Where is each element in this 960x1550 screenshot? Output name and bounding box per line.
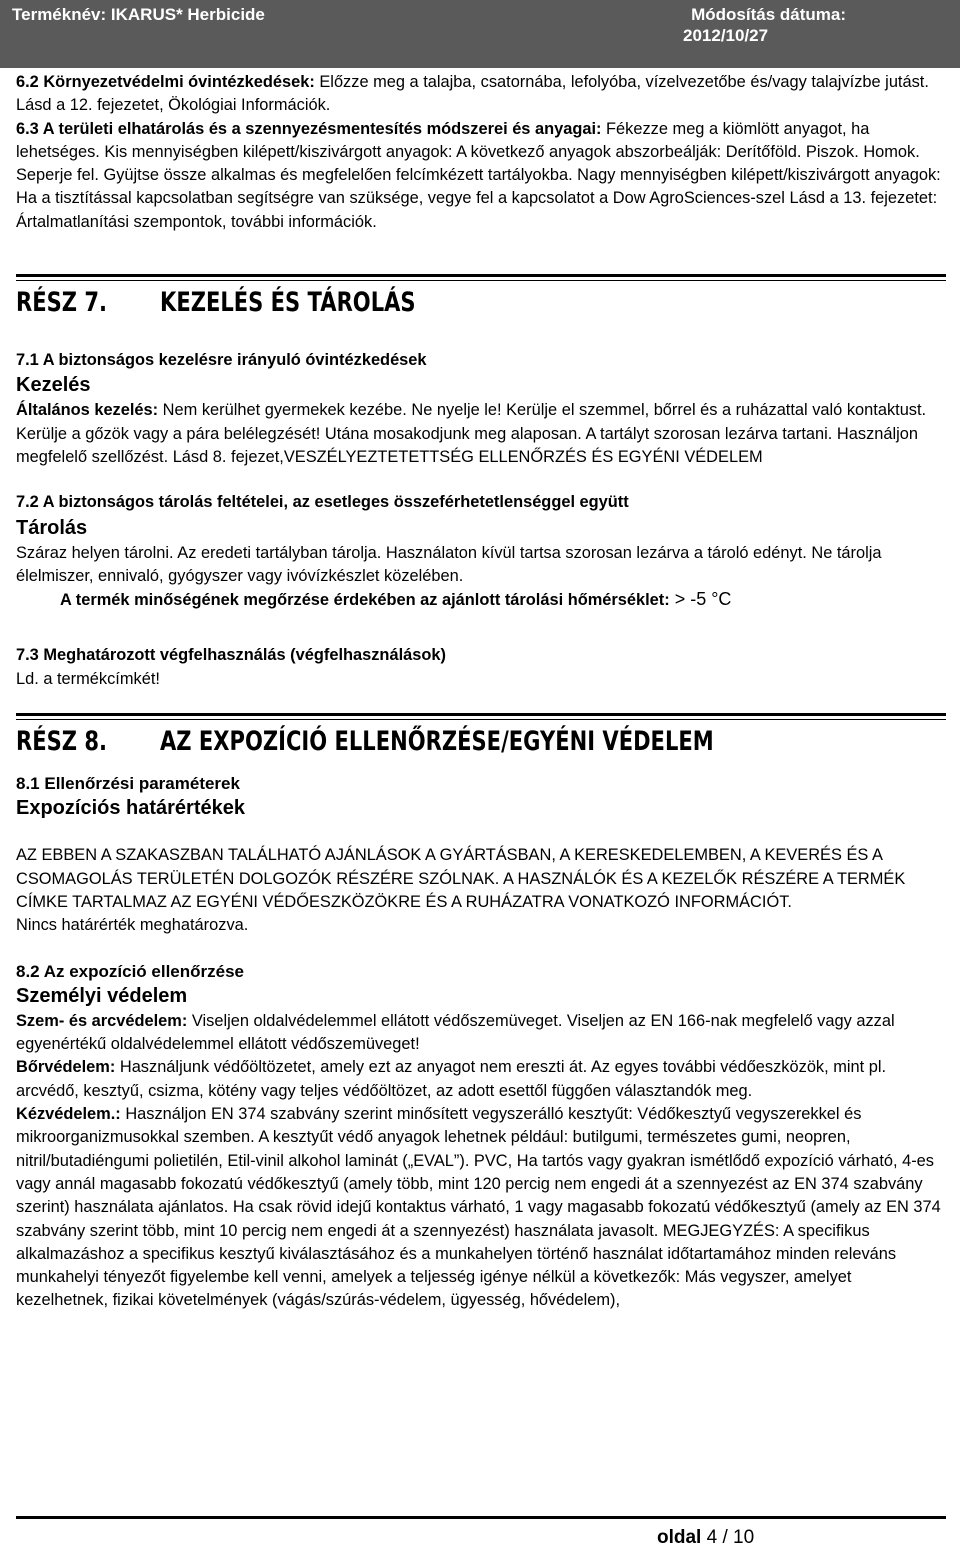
subheading-tarolas: Tárolás [16,516,88,539]
recommendation-caps: AZ EBBEN A SZAKASZBAN TALÁLHATÓ AJÁNLÁSOK A GYÁRTÁSBAN, A KERESKEDELEMBEN, A KEVERÉS ÉS A CSOMAGOLÁS TERÜLETÉN DOLGOZÓK RÉSZÉRE SZÓLNAK. A HASZNÁLÓK ÉS A KEZELŐK RÉSZÉRE A TERMÉK CÍMKE TARTALMAZ AZ EGYÉNI VÉDŐESZKÖZÖKRE ÉS A RUHÁZATRA VONATKOZÓ INFORMÁCIÓT. [16,846,906,911]
document-body [16,71,946,1313]
section-6-3 [16,118,946,234]
storage-temperature [16,588,946,612]
part-7-number: RÉSZ 7. [16,287,108,319]
section-6-3-heading: 6.3 A területi elhatárolás és a szennyezésmentesítés módszerei és anyagai: [16,119,602,138]
skin-protection-label: Bőrvédelem: [16,1058,116,1077]
section-6-2-text: Előzze meg a talajba, csatornába, lefolyóba, vízelvezetőbe és/vagy talajvízbe jutást. Lásd a 12. fejezetet, Ökológiai Információk. [16,73,929,115]
part-8-title: AZ EXPOZÍCIÓ ELLENŐRZÉSE/EGYÉNI VÉDELEM [160,726,714,758]
part-7-title: KEZELÉS ÉS TÁROLÁS [160,287,416,319]
heading-7-1: 7.1 A biztonságos kezelésre irányuló óvintézkedések [16,351,427,370]
page-value: 4 / 10 [701,1527,755,1548]
eye-protection-label: Szem- és arcvédelem: [16,1011,188,1030]
heading-8-2: 8.2 Az expozíció ellenőrzése [16,961,245,981]
product-name: Terméknév: IKARUS* Herbicide [12,5,265,24]
hand-protection [16,1103,946,1313]
no-limit-text: Nincs határérték meghatározva. [16,916,249,935]
section-6-3-text: Fékezze meg a kiömlött anyagot, ha lehetséges. Kis mennyiségben kilépett/kiszivárgott anyagok: A következő anyagok abszorbeálják: Derítőföld. Piszok. Homok. Seperje fel. Gyüjtse össze alkalmas és megfelelően felcímkézett tartályokba. Nagy mennyiségben kilépett/kiszivárgott anyagok: Ha a tisztítással kapcsolatban segítségre van szüksége, vegye fel a kapcsolatot a Dow AgroSciences-szel Lásd a 13. fejezetet: Ártalmatlanítási szempontok, további információk. [16,119,941,231]
section-divider [16,713,946,720]
footer-rule [16,1516,946,1519]
section-7-3-text: Ld. a termékcímkét! [16,669,160,688]
general-handling-label: Általános kezelés: [16,401,159,420]
section-6-2 [16,71,946,118]
hand-protection-text: Használjon EN 374 szabvány szerint minősített vegyszerálló kesztyűt: Védőkesztyű vegyszerekkel és mikroorganizmusokkal szemben. A kesztyűt védő anyagok lehetnek például: butilgumi, természetes gumi, neopren, nitril/butadiéngumi polietilén, Etil-vinil alkohol laminát („EVAL”). PVC, Ha tartós vagy gyakran ismétlődő expozíció várható, 4-es vagy annál magasabb fokozatú védőkesztyű (amely több, mint 120 percig nem engedi át a szennyezést az EN 374 szabvány szerint) használata ajánlatos. Ha csak rövid idejű kontaktus várható, 1 vagy magasabb fokozatú védőkesztyű (amely az EN 374 szabvány szerint több, mint 10 percig nem engedi át a szennyezést) használata javasolt. MEGJEGYZÉS: A specifikus alkalmazáshoz a specifikus kesztyű kiválasztásához és a munkahelyen történő használat időtartamához minden releváns munkahelyi tényezőt figyelembe kell venni, amelyek a teljesség igénye nélkül a következők: Más vegyszer, amelyet kezelhetnek, fizikai követelmények (vágás/szúrás-védelem, ügyesség, hővédelem), [16,1105,941,1310]
part-8-number: RÉSZ 8. [16,726,108,758]
storage-temperature-label: A termék minőségének megőrzése érdekében az ajánlott tárolási hőmérséklet: [60,591,670,610]
storage-temperature-value: > -5 °C [669,589,732,610]
heading-7-2: 7.2 A biztonságos tárolás feltételei, az esetleges összeférhetetlenséggel együtt [16,493,629,512]
general-handling [16,399,946,469]
heading-7-3: 7.3 Meghatározott végfelhasználás (végfelhasználások) [16,646,446,665]
storage-text: Száraz helyen tárolni. Az eredeti tartályban tárolja. Használaton kívül tartsa szorosan lezárva a tároló edényt. Ne tárolja élelmiszer, ennivaló, gyógyszer vagy ivóvízkészlet közelében. [16,543,882,585]
eye-protection [16,1010,946,1057]
revision-label: Módosítás dátuma: [691,5,846,24]
subheading-kezeles: Kezelés [16,374,91,397]
hand-protection-label: Kézvédelem.: [16,1105,121,1124]
page-number [657,1526,754,1549]
revision-date: 2012/10/27 [683,26,769,45]
page-header [0,0,960,68]
skin-protection [16,1056,946,1103]
subheading-szemelyi: Személyi védelem [16,984,188,1007]
heading-8-1: 8.1 Ellenőrzési paraméterek [16,774,240,794]
page-label: oldal [657,1527,702,1548]
section-divider [16,274,946,281]
section-6-2-heading: 6.2 Környezetvédelmi óvintézkedések: [16,73,315,91]
general-handling-text: Nem kerülhet gyermekek kezébe. Ne nyelje le! Kerülje el szemmel, bőrrel és a ruházattal való kontaktust. Kerülje a gőzök vagy a pára belélegzését! Utána mosakodjunk meg alaposan. A tartályt szorosan lezárva tartani. Használjon megfelelő szellőzést. Lásd 8. fejezet,VESZÉLYEZTETETTSÉG ELLENŐRZÉS ÉS EGYÉNI VÉDELEM [16,401,927,466]
part-7-heading [16,281,946,333]
part-8-heading [16,720,946,772]
skin-protection-text: Használjunk védőöltözetet, amely ezt az anyagot nem ereszti át. Az egyes további védőeszközök, mint pl. arcvédő, kesztyű, csizma, kötény vagy teljes védőöltözet, az adott esettől függően választandók meg. [16,1058,887,1100]
eye-protection-text: Viseljen oldalvédelemmel ellátott védőszemüveget. Viseljen az EN 166-nak megfelelő vagy azzal egyenértékű oldalvédelemmel ellátott védőszemüveget! [16,1011,895,1054]
subheading-expozicios: Expozíciós határértékek [16,797,245,820]
